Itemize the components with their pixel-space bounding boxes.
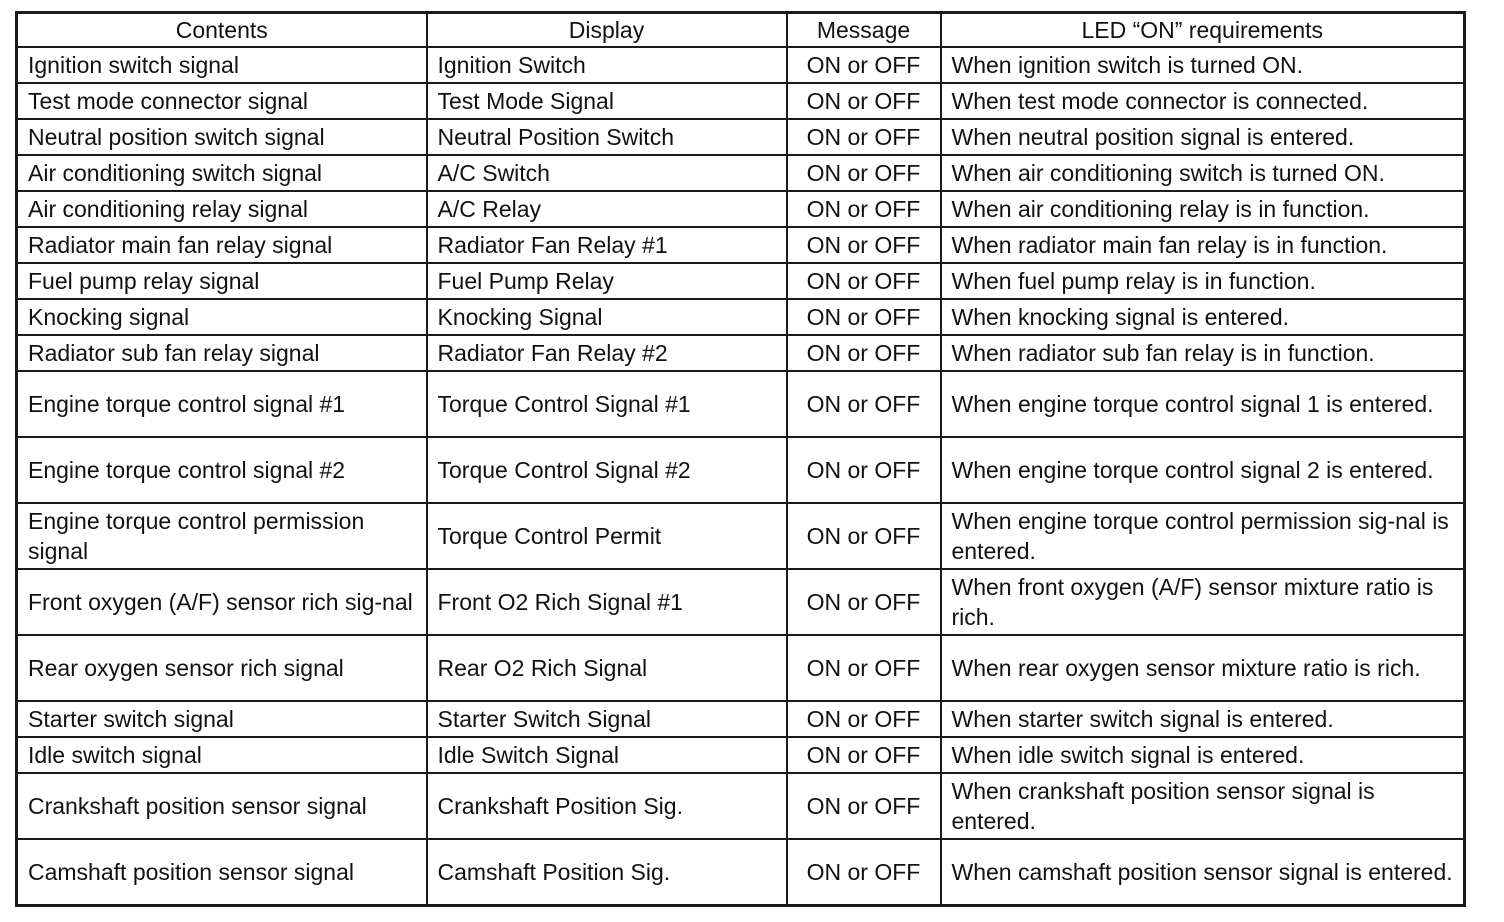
table-row	[17, 227, 1465, 263]
message-cell: ON or OFF	[787, 191, 941, 227]
contents-cell: Idle switch signal	[17, 737, 427, 773]
led-requirement-cell: When radiator main fan relay is in function.	[941, 227, 1465, 263]
message-cell: ON or OFF	[787, 635, 941, 701]
table-row	[17, 701, 1465, 737]
contents-cell: Radiator main fan relay signal	[17, 227, 427, 263]
header-display: Display	[427, 13, 787, 48]
message-cell: ON or OFF	[787, 335, 941, 371]
contents-cell: Rear oxygen sensor rich signal	[17, 635, 427, 701]
contents-cell: Engine torque control signal #1	[17, 371, 427, 437]
display-cell: A/C Switch	[427, 155, 787, 191]
contents-cell: Engine torque control signal #2	[17, 437, 427, 503]
led-requirement-cell: When fuel pump relay is in function.	[941, 263, 1465, 299]
display-cell: Rear O2 Rich Signal	[427, 635, 787, 701]
message-cell: ON or OFF	[787, 371, 941, 437]
table-row	[17, 263, 1465, 299]
header-message: Message	[787, 13, 941, 48]
table-row	[17, 191, 1465, 227]
table-row	[17, 635, 1465, 701]
contents-cell: Fuel pump relay signal	[17, 263, 427, 299]
table-row	[17, 335, 1465, 371]
table-row	[17, 119, 1465, 155]
contents-cell: Ignition switch signal	[17, 47, 427, 83]
signal-table	[15, 11, 1466, 907]
display-cell: Torque Control Signal #1	[427, 371, 787, 437]
led-requirement-cell: When front oxygen (A/F) sensor mixture ratio is rich.	[941, 569, 1465, 635]
message-cell: ON or OFF	[787, 503, 941, 569]
display-cell: Test Mode Signal	[427, 83, 787, 119]
led-requirement-cell: When engine torque control signal 2 is entered.	[941, 437, 1465, 503]
display-cell: Radiator Fan Relay #1	[427, 227, 787, 263]
display-cell: Starter Switch Signal	[427, 701, 787, 737]
message-cell: ON or OFF	[787, 839, 941, 906]
message-cell: ON or OFF	[787, 227, 941, 263]
message-cell: ON or OFF	[787, 773, 941, 839]
led-requirement-cell: When idle switch signal is entered.	[941, 737, 1465, 773]
table-row	[17, 371, 1465, 437]
table-row	[17, 83, 1465, 119]
message-cell: ON or OFF	[787, 155, 941, 191]
header-contents: Contents	[17, 13, 427, 48]
led-requirement-cell: When crankshaft position sensor signal is entered.	[941, 773, 1465, 839]
led-requirement-cell: When air conditioning relay is in function.	[941, 191, 1465, 227]
led-requirement-cell: When engine torque control signal 1 is entered.	[941, 371, 1465, 437]
display-cell: Crankshaft Position Sig.	[427, 773, 787, 839]
contents-cell: Engine torque control permission signal	[17, 503, 427, 569]
led-requirement-cell: When neutral position signal is entered.	[941, 119, 1465, 155]
table-row	[17, 839, 1465, 906]
header-led-requirements: LED “ON” requirements	[941, 13, 1465, 48]
table-row	[17, 437, 1465, 503]
led-requirement-cell: When ignition switch is turned ON.	[941, 47, 1465, 83]
display-cell: Torque Control Permit	[427, 503, 787, 569]
led-requirement-cell: When radiator sub fan relay is in function.	[941, 335, 1465, 371]
display-cell: Camshaft Position Sig.	[427, 839, 787, 906]
display-cell: Ignition Switch	[427, 47, 787, 83]
display-cell: Fuel Pump Relay	[427, 263, 787, 299]
contents-cell: Starter switch signal	[17, 701, 427, 737]
display-cell: Idle Switch Signal	[427, 737, 787, 773]
led-requirement-cell: When engine torque control permission sig-nal is entered.	[941, 503, 1465, 569]
display-cell: Radiator Fan Relay #2	[427, 335, 787, 371]
led-requirement-cell: When test mode connector is connected.	[941, 83, 1465, 119]
table-row	[17, 503, 1465, 569]
contents-cell: Air conditioning relay signal	[17, 191, 427, 227]
message-cell: ON or OFF	[787, 119, 941, 155]
display-cell: Torque Control Signal #2	[427, 437, 787, 503]
display-cell: A/C Relay	[427, 191, 787, 227]
contents-cell: Neutral position switch signal	[17, 119, 427, 155]
led-requirement-cell: When knocking signal is entered.	[941, 299, 1465, 335]
table-row	[17, 569, 1465, 635]
message-cell: ON or OFF	[787, 737, 941, 773]
table-row	[17, 773, 1465, 839]
display-cell: Knocking Signal	[427, 299, 787, 335]
table-row	[17, 155, 1465, 191]
table-row	[17, 737, 1465, 773]
contents-cell: Front oxygen (A/F) sensor rich sig-nal	[17, 569, 427, 635]
led-requirement-cell: When rear oxygen sensor mixture ratio is rich.	[941, 635, 1465, 701]
led-requirement-cell: When camshaft position sensor signal is entered.	[941, 839, 1465, 906]
table-row	[17, 47, 1465, 83]
message-cell: ON or OFF	[787, 701, 941, 737]
header-row	[17, 13, 1465, 48]
led-requirement-cell: When starter switch signal is entered.	[941, 701, 1465, 737]
contents-cell: Camshaft position sensor signal	[17, 839, 427, 906]
contents-cell: Crankshaft position sensor signal	[17, 773, 427, 839]
message-cell: ON or OFF	[787, 83, 941, 119]
display-cell: Neutral Position Switch	[427, 119, 787, 155]
contents-cell: Test mode connector signal	[17, 83, 427, 119]
contents-cell: Radiator sub fan relay signal	[17, 335, 427, 371]
led-requirement-cell: When air conditioning switch is turned ON.	[941, 155, 1465, 191]
message-cell: ON or OFF	[787, 437, 941, 503]
display-cell: Front O2 Rich Signal #1	[427, 569, 787, 635]
message-cell: ON or OFF	[787, 299, 941, 335]
message-cell: ON or OFF	[787, 569, 941, 635]
message-cell: ON or OFF	[787, 47, 941, 83]
contents-cell: Air conditioning switch signal	[17, 155, 427, 191]
message-cell: ON or OFF	[787, 263, 941, 299]
contents-cell: Knocking signal	[17, 299, 427, 335]
table-row	[17, 299, 1465, 335]
